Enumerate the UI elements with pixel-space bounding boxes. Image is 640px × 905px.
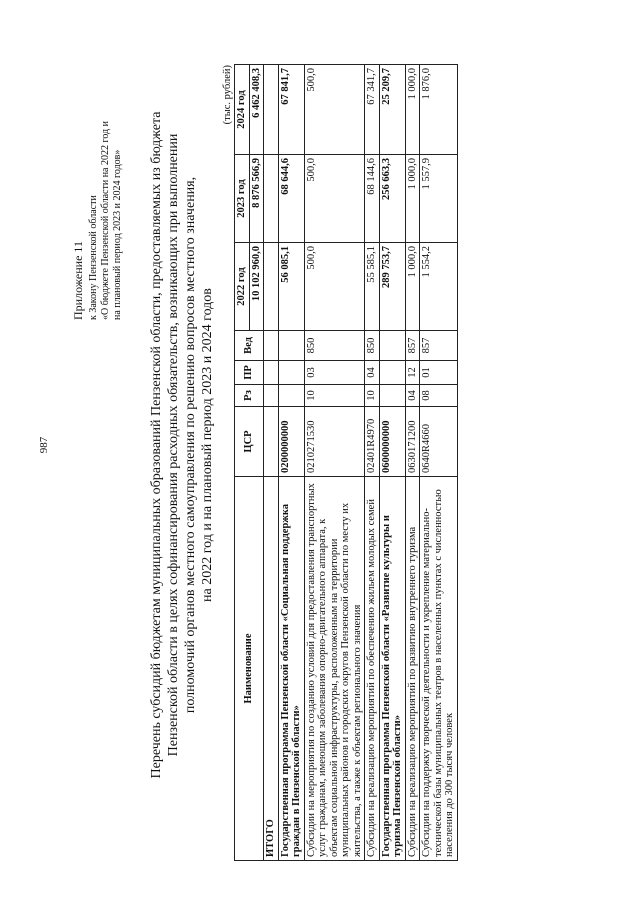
row-2024: 67 841,7 xyxy=(278,65,304,155)
appendix-line-3: на плановый период 2023 и 2024 годов» xyxy=(112,149,123,320)
row-2022: 289 753,7 xyxy=(379,243,405,331)
total-2024: 6 462 408,3 xyxy=(249,65,264,155)
row-2022: 1 000,0 xyxy=(405,243,420,331)
row-ved: 850 xyxy=(365,331,380,361)
units-label: (тыс. рублей) xyxy=(222,65,233,125)
table-row xyxy=(420,65,458,861)
total-label: ИТОГО xyxy=(264,477,279,861)
row-pr xyxy=(278,361,304,385)
row-ved xyxy=(379,331,405,361)
row-2024: 500,0 xyxy=(304,65,365,155)
row-2023: 256 663,3 xyxy=(379,155,405,243)
row-name: Субсидии на реализацию мероприятий по развитию внутреннего туризма xyxy=(405,477,420,861)
row-rz xyxy=(278,385,304,407)
table-row xyxy=(365,65,380,861)
header-ved: Вед xyxy=(235,331,264,361)
title-line-2: Пензенской области в целях софинансирования расходных обязательств, возникающих при выполнении xyxy=(166,133,181,757)
row-csr: 0640R4660 xyxy=(420,407,458,477)
row-2023: 68 144,6 xyxy=(365,155,380,243)
appendix-title: Приложение 11 xyxy=(71,241,85,320)
row-2022: 500,0 xyxy=(304,243,365,331)
row-2024: 25 209,7 xyxy=(379,65,405,155)
row-ved: 850 xyxy=(304,331,365,361)
row-pr: 04 xyxy=(365,361,380,385)
appendix-line-1: к Закону Пензенской области xyxy=(88,195,99,320)
title-line-3: полномочий органов местного самоуправления по решению вопросов местного значения, xyxy=(183,176,198,714)
row-name: Государственная программа Пензенской области «Развитие культуры и туризма Пензенской области» xyxy=(379,477,405,861)
header-csr: ЦСР xyxy=(235,407,264,477)
table-row xyxy=(405,65,420,861)
header-2024: 2024 год xyxy=(235,65,250,155)
row-pr: 12 xyxy=(405,361,420,385)
title-line-1: Перечень субсидий бюджетам муниципальных образований Пензенской области, предоставляемых из бюджета xyxy=(149,111,164,779)
document-title xyxy=(148,75,216,815)
title-line-4: на 2022 год и на плановый период 2023 и 2024 годов xyxy=(200,288,215,602)
header-name: Наименование xyxy=(235,477,264,861)
page-number: 987 xyxy=(38,436,50,454)
total-2023: 8 876 566,9 xyxy=(249,155,264,243)
row-rz: 10 xyxy=(365,385,380,407)
row-2024: 67 341,7 xyxy=(365,65,380,155)
row-ved xyxy=(278,331,304,361)
table-row xyxy=(278,65,304,861)
table-row xyxy=(379,65,405,861)
subsidies-table xyxy=(234,64,458,861)
row-2024: 1 876,0 xyxy=(420,65,458,155)
row-csr: 0210271530 xyxy=(304,407,365,477)
row-2023: 500,0 xyxy=(304,155,365,243)
table-header-row xyxy=(235,65,250,861)
row-ved: 857 xyxy=(405,331,420,361)
row-name: Субсидии на мероприятия по созданию условий для предоставления транспортных услуг гражданам, имеющим заболевания опорно-двигательного аппарата, к объектам социальной инфраструктуры, расположенным на территории муниципальных районов и городских округов Пензенской области по месту их жительства, а также к объектам регионального значения xyxy=(304,477,365,861)
table-row-total-label xyxy=(264,65,279,861)
row-csr: 0200000000 xyxy=(278,407,304,477)
row-2022: 1 554,2 xyxy=(420,243,458,331)
row-rz: 04 xyxy=(405,385,420,407)
row-name: Субсидии на реализацию мероприятий по обеспечению жильем молодых семей xyxy=(365,477,380,861)
appendix-line-2: «О бюджете Пензенской области на 2022 год и xyxy=(100,121,111,320)
row-name: Субсидии на поддержку творческой деятельности и укрепление материально-технической базы муниципальных театров в населенных пунктах с численностью населения до 300 тысяч человек xyxy=(420,477,458,861)
row-pr: 01 xyxy=(420,361,458,385)
row-2023: 1 557,9 xyxy=(420,155,458,243)
row-csr: 02401R4970 xyxy=(365,407,380,477)
header-2023: 2023 год xyxy=(235,155,250,243)
row-csr: 0630171200 xyxy=(405,407,420,477)
row-2024: 1 000,0 xyxy=(405,65,420,155)
header-2022: 2022 год xyxy=(235,243,250,331)
row-rz: 10 xyxy=(304,385,365,407)
row-rz xyxy=(379,385,405,407)
row-2023: 68 644,6 xyxy=(278,155,304,243)
row-pr xyxy=(379,361,405,385)
header-pr: ПР xyxy=(235,361,264,385)
row-ved: 857 xyxy=(420,331,458,361)
table-row xyxy=(304,65,365,861)
row-2022: 56 085,1 xyxy=(278,243,304,331)
header-rz: Рз xyxy=(235,385,264,407)
row-csr: 0600000000 xyxy=(379,407,405,477)
total-2022: 10 102 960,0 xyxy=(249,243,264,331)
row-pr: 03 xyxy=(304,361,365,385)
appendix-block xyxy=(72,121,124,320)
row-2022: 55 585,1 xyxy=(365,243,380,331)
row-rz: 08 xyxy=(420,385,458,407)
row-name: Государственная программа Пензенской области «Социальная поддержка граждан в Пензенской области» xyxy=(278,477,304,861)
row-2023: 1 000,0 xyxy=(405,155,420,243)
